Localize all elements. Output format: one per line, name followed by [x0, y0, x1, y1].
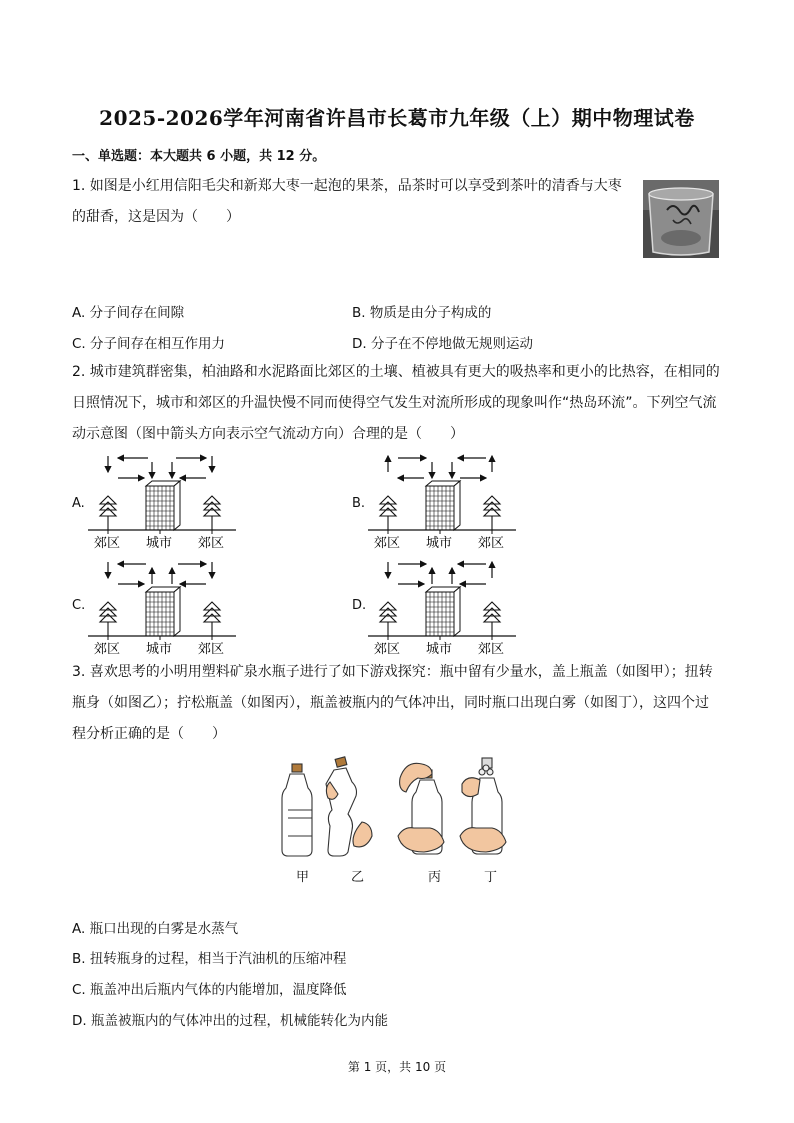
q3-option-c[interactable]: C. 瓶盖冲出后瓶内气体的内能增加，温度降低 — [72, 982, 347, 998]
figure-label-bing: 丙 — [428, 870, 442, 885]
q2-option-c-tag[interactable]: C. — [72, 598, 86, 613]
diagram-a-left-label: 郊区 — [94, 536, 121, 551]
diagram-b-mid-label: 城市 — [426, 536, 453, 551]
q2-option-b-tag[interactable]: B. — [352, 496, 366, 511]
diagram-a-right-label: 郊区 — [198, 536, 225, 551]
q2-option-d-tag[interactable]: D. — [352, 598, 367, 613]
question-3-text: 3. 喜欢思考的小明用塑料矿泉水瓶子进行了如下游戏探究：瓶中留有少量水，盖上瓶盖（如图甲）；扭转瓶身（如图乙）；拧松瓶盖（如图丙），瓶盖被瓶内的气体冲出，同时瓶口出现白雾（如图丁），这四个过程分析正确的是（ ） — [72, 664, 713, 742]
q2-diagram-b[interactable] — [368, 450, 518, 552]
diagram-c-left-label: 郊区 — [94, 642, 121, 657]
q1-option-d[interactable]: D. 分子在不停地做无规则运动 — [352, 336, 533, 352]
diagram-a-mid-label: 城市 — [146, 536, 173, 551]
question-1-text: 1. 如图是小红用信阳毛尖和新郑大枣一起泡的果茶，品茶时可以享受到茶叶的清香与大枣的甜香，这是因为（ ） — [72, 178, 622, 225]
q1-option-a[interactable]: A. 分子间存在间隙 — [72, 305, 185, 321]
figure-label-jia: 甲 — [296, 870, 310, 885]
q1-option-b[interactable]: B. 物质是由分子构成的 — [352, 305, 492, 321]
page-footer: 第 1 页，共 10 页 — [347, 1060, 447, 1074]
diagram-d-left-label: 郊区 — [374, 642, 401, 657]
q2-diagram-a[interactable] — [88, 450, 238, 552]
section-heading: 一、单选题：本大题共 6 小题，共 12 分。 — [72, 149, 326, 164]
figure-label-ding: 丁 — [484, 870, 498, 885]
diagram-c-right-label: 郊区 — [198, 642, 225, 657]
q3-option-d[interactable]: D. 瓶盖被瓶内的气体冲出的过程，机械能转化为内能 — [72, 1013, 388, 1029]
diagram-d-right-label: 郊区 — [478, 642, 505, 657]
q2-diagram-d[interactable] — [368, 556, 518, 658]
q3-option-a[interactable]: A. 瓶口出现的白雾是水蒸气 — [72, 921, 239, 937]
q2-diagram-c[interactable] — [88, 556, 238, 658]
diagram-b-left-label: 郊区 — [374, 536, 401, 551]
figure-label-yi: 乙 — [351, 870, 365, 885]
diagram-b-right-label: 郊区 — [478, 536, 505, 551]
diagram-c-mid-label: 城市 — [146, 642, 173, 657]
diagram-d-mid-label: 城市 — [426, 642, 453, 657]
q1-option-c[interactable]: C. 分子间存在相互作用力 — [72, 336, 226, 352]
q2-option-a-tag[interactable]: A. — [72, 496, 85, 511]
tea-cup-photo — [643, 180, 719, 258]
bottle-experiment-figure — [276, 752, 516, 858]
question-2-text: 2. 城市建筑群密集，柏油路和水泥路面比郊区的土壤、植被具有更大的吸热率和更小的比热容，在相同的日照情况下，城市和郊区的升温快慢不同而使得空气发生对流所形成的现象叫作“热岛环流”。下列空气流动示意图（图中箭头方向表示空气流动方向）合理的是（ ） — [72, 364, 720, 442]
q3-option-b[interactable]: B. 扭转瓶身的过程，相当于汽油机的压缩冲程 — [72, 951, 347, 967]
exam-title: 2025-2026学年河南省许昌市长葛市九年级（上）期中物理试卷 — [99, 106, 695, 130]
